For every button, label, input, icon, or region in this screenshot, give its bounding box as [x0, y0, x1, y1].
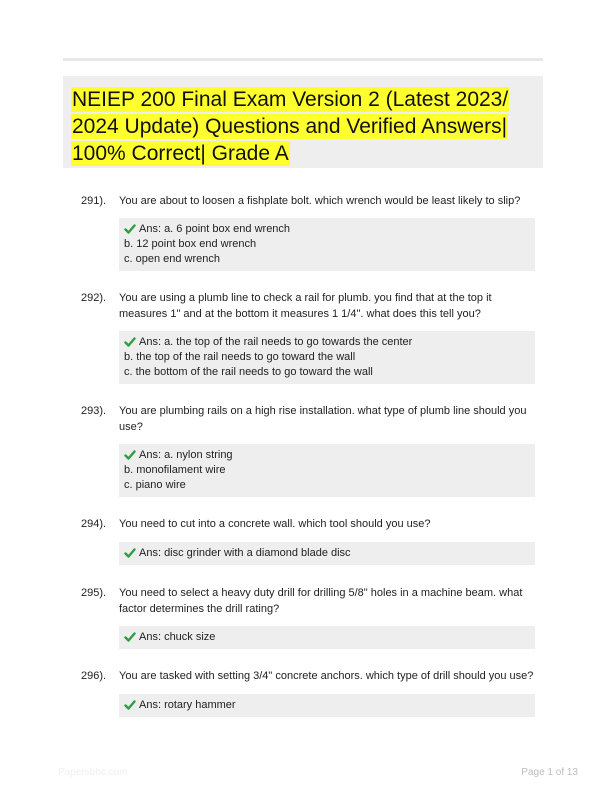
answer-box	[119, 331, 535, 384]
question-number: 293).	[81, 405, 107, 417]
title-banner	[63, 76, 543, 168]
question-number: 295).	[81, 587, 107, 599]
question-text: You are plumbing rails on a high rise installation. what type of plumb line should you use?	[119, 405, 527, 433]
answer-option: b. monofilament wire	[124, 464, 226, 476]
check-icon	[124, 449, 136, 461]
check-icon	[124, 699, 136, 711]
footer-watermark: Papersbbc.com	[58, 767, 128, 778]
check-icon	[124, 336, 136, 348]
answer-box	[119, 626, 535, 649]
answer-option: c. the bottom of the rail needs to go toward the wall	[124, 366, 373, 378]
answer-correct: Ans: disc grinder with a diamond blade disc	[124, 546, 530, 561]
answer-box	[119, 694, 535, 717]
question-number: 292).	[81, 292, 107, 304]
top-divider	[63, 58, 543, 61]
question-text: You are tasked with setting 3/4" concrete anchors. which type of drill should you use?	[119, 670, 534, 682]
answer-box	[119, 218, 535, 271]
answer-correct: Ans: chuck size	[124, 630, 530, 645]
answer-correct: Ans: rotary hammer	[124, 698, 530, 713]
answer-option: b. the top of the rail needs to go toward the wall	[124, 351, 356, 363]
question-text: You are using a plumb line to check a rail for plumb. you find that at the top it measures 1" and at the bottom it measures 1 1/4". what does this tell you?	[119, 292, 492, 320]
answer-box	[119, 444, 535, 497]
answer-option: c. piano wire	[124, 479, 186, 491]
question-text: You need to cut into a concrete wall. which tool should you use?	[119, 518, 431, 530]
check-icon	[124, 223, 136, 235]
answer-correct: Ans: a. nylon string	[124, 448, 530, 463]
question-text: You are about to loosen a fishplate bolt. which wrench would be least likely to slip?	[119, 195, 521, 207]
answer-box	[119, 542, 535, 565]
question-number: 296).	[81, 670, 107, 682]
page-number: Page 1 of 13	[521, 767, 578, 778]
answer-correct: Ans: a. 6 point box end wrench	[124, 222, 530, 237]
answer-option: b. 12 point box end wrench	[124, 238, 257, 250]
question-number: 294).	[81, 518, 107, 530]
answer-correct: Ans: a. the top of the rail needs to go towards the center	[124, 335, 530, 350]
question-text: You need to select a heavy duty drill for drilling 5/8" holes in a machine beam. what factor determines the drill rating?	[119, 587, 523, 615]
answer-option: c. open end wrench	[124, 253, 221, 265]
question-number: 291).	[81, 195, 107, 207]
document-title: NEIEP 200 Final Exam Version 2 (Latest 2023/ 2024 Update) Questions and Verified Answers| 100% Correct| Grade A	[72, 88, 509, 165]
check-icon	[124, 631, 136, 643]
check-icon	[124, 547, 136, 559]
